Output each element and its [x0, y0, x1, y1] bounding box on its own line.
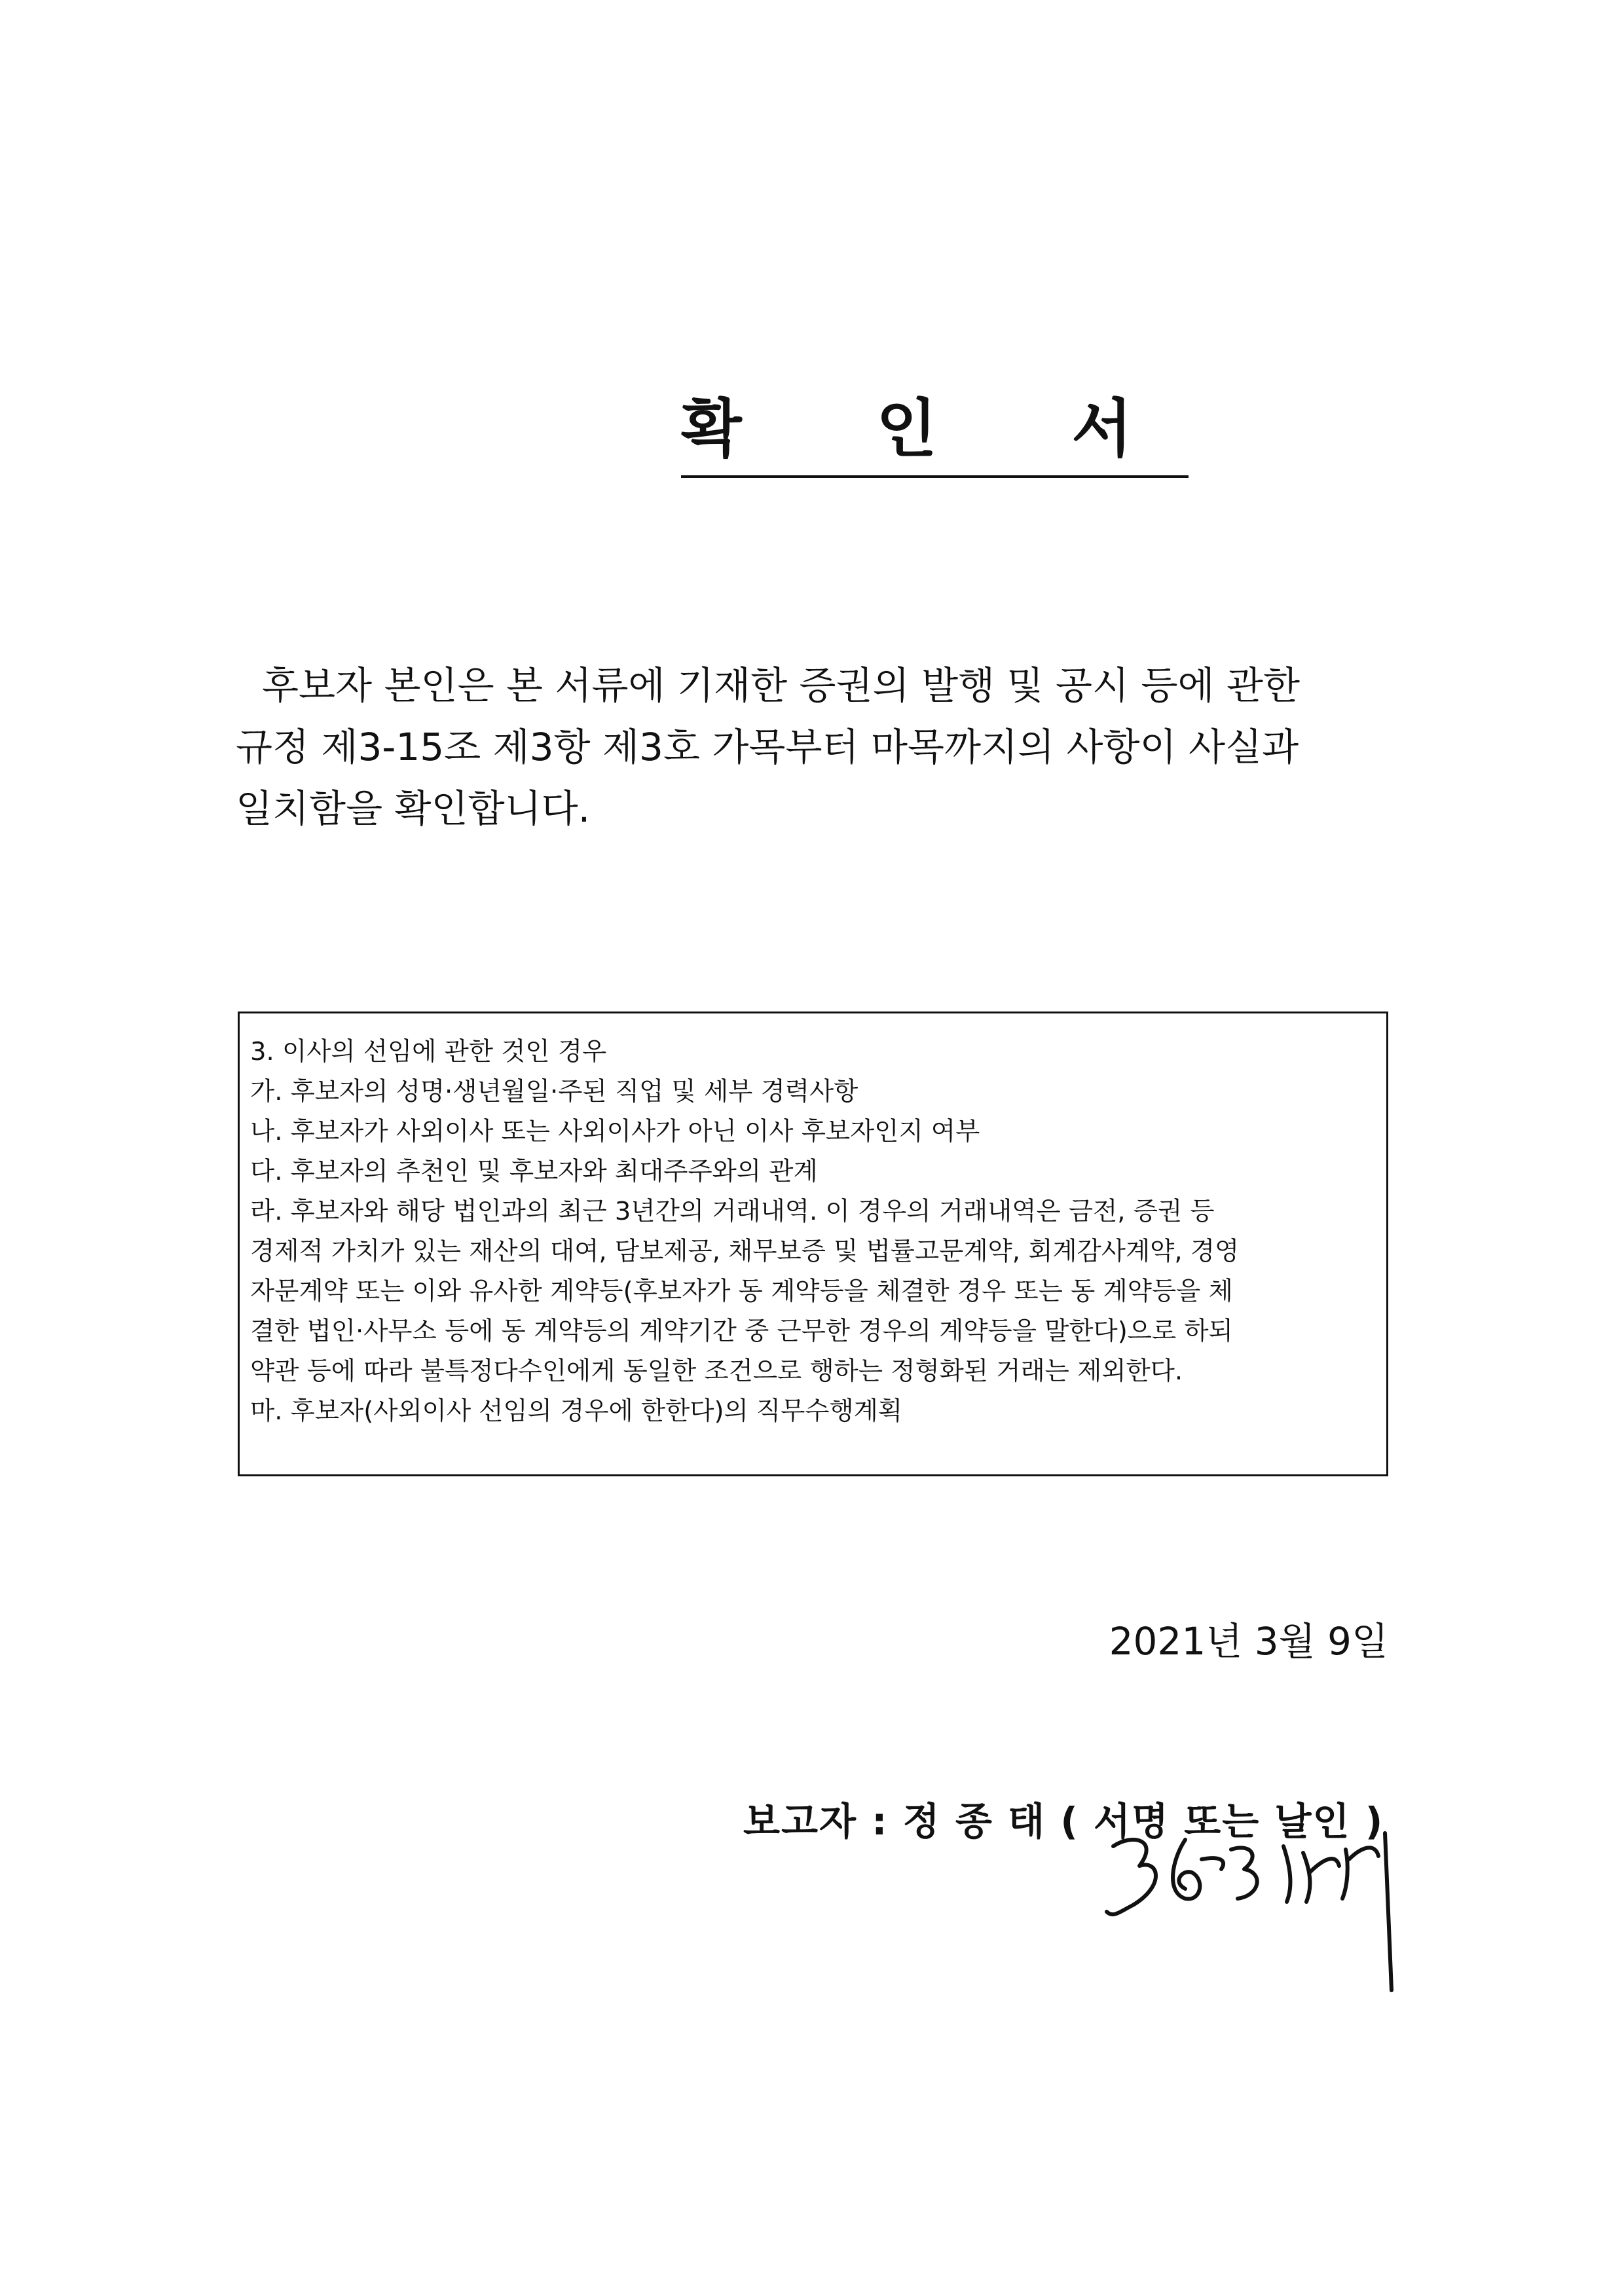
box-line: 약관 등에 따라 불특정다수인에게 동일한 조건으로 행하는 정형화된 거래는 제외한다.: [250, 1357, 1183, 1386]
document-date: 2021년 3월 9일: [1109, 1619, 1388, 1664]
box-line: 다. 후보자의 추천인 및 후보자와 최대주주와의 관계: [250, 1157, 818, 1186]
box-line: 가. 후보자의 성명·생년월일·주된 직업 및 세부 경력사항: [250, 1077, 858, 1106]
box-line: 나. 후보자가 사외이사 또는 사외이사가 아닌 이사 후보자인지 여부: [250, 1117, 980, 1146]
box-line: 라. 후보자와 해당 법인과의 최근 3년간의 거래내역. 이 경우의 거래내역은 금전, 증권 등: [250, 1197, 1215, 1226]
statement-line: 일치함을 확인합니다.: [236, 786, 591, 831]
box-line: 경제적 가치가 있는 재산의 대여, 담보제공, 채무보증 및 법률고문계약, 회계감사계약, 경영: [250, 1237, 1240, 1266]
box-line: 결한 법인·사무소 등에 동 계약등의 계약기간 중 근무한 경우의 계약등을 말한다)으로 하되: [250, 1317, 1233, 1346]
reporter-line: 보고자 : 정 종 태 ( 서명 또는 날인 ): [743, 1799, 1384, 1844]
statement-line: 규정 제3-15조 제3항 제3호 가목부터 마목까지의 사항이 사실과: [236, 725, 1299, 769]
document-title: 확 인 서: [681, 386, 1189, 478]
confirmation-statement: [236, 655, 1395, 839]
handwritten-signature: [1087, 1820, 1414, 2003]
box-line: 마. 후보자(사외이사 선임의 경우에 한한다)의 직무수행계획: [250, 1396, 903, 1426]
statement-line: 후보자 본인은 본 서류에 기재한 증권의 발행 및 공시 등에 관한: [262, 663, 1301, 708]
box-line: 자문계약 또는 이와 유사한 계약등(후보자가 동 계약등을 체결한 경우 또는 동 계약등을 체: [250, 1277, 1233, 1306]
regulation-items-box: [238, 1011, 1388, 1476]
box-line: 3. 이사의 선임에 관한 것인 경우: [250, 1037, 607, 1066]
